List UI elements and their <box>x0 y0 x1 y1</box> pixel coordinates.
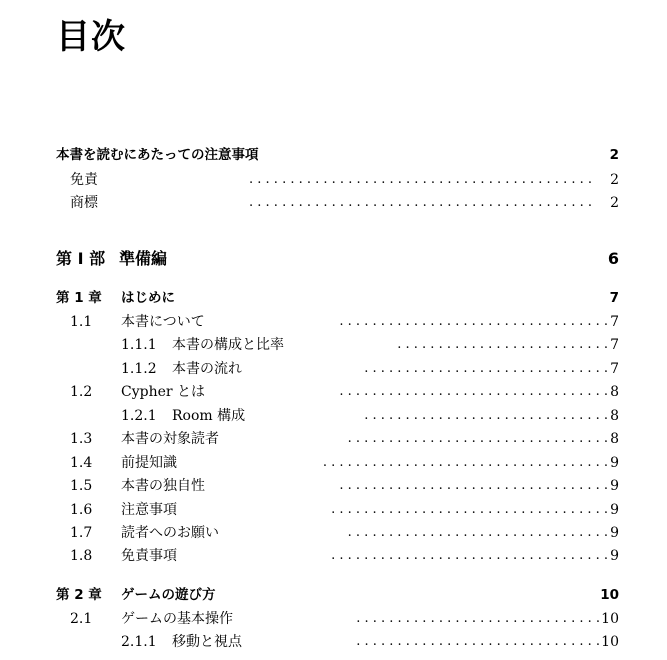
toc-entry-page: 2 <box>609 147 619 163</box>
dot-leader: . . . . . . . . . . . . . . . . . . . . . . . . . . . . . . . . <box>347 525 608 540</box>
toc-entry-page: 7 <box>610 337 619 353</box>
toc-entry-page: 10 <box>600 587 619 603</box>
toc-entry-page: 2 <box>610 172 619 188</box>
section-number: 1.3 <box>70 431 93 447</box>
dot-leader: . . . . . . . . . . . . . . . . . . . . . . . . . . . . . . . . . . . . . . . . . . <box>249 172 592 187</box>
toc-entry-section[interactable] <box>0 522 667 544</box>
dot-leader: . . . . . . . . . . . . . . . . . . . . . . . . . . . . . . . . <box>347 431 608 446</box>
toc-entry-page: 2 <box>610 195 619 211</box>
toc-entry-section[interactable] <box>0 428 667 450</box>
section-label: 注意事項 <box>121 502 177 518</box>
toc-entry-chapter[interactable] <box>0 287 667 309</box>
toc-entry-section[interactable] <box>0 381 667 403</box>
toc-entry-page: 7 <box>610 314 619 330</box>
section-number: 1.2.1 <box>121 408 157 424</box>
dot-leader: . . . . . . . . . . . . . . . . . . . . . . . . . . <box>397 337 608 352</box>
toc-entry-subsection[interactable] <box>0 405 667 427</box>
section-number: 1.6 <box>70 502 93 518</box>
chapter-number: 第 1 章 <box>56 290 102 306</box>
dot-leader: . . . . . . . . . . . . . . . . . . . . . . . . . . . . . . . . . <box>339 314 608 329</box>
toc-entry-page: 10 <box>601 634 619 650</box>
toc-entry-page: 7 <box>609 290 619 306</box>
section-label: 免責事項 <box>121 548 177 564</box>
toc-entry-front-item[interactable] <box>0 192 667 214</box>
toc-entry-page: 9 <box>610 548 619 564</box>
section-number: 1.5 <box>70 478 93 494</box>
toc-entry-page: 9 <box>610 502 619 518</box>
section-label: 前提知識 <box>121 455 177 471</box>
toc-entry-section[interactable] <box>0 499 667 521</box>
section-number: 1.1 <box>70 314 93 330</box>
dot-leader: . . . . . . . . . . . . . . . . . . . . . . . . . . . . . . <box>364 361 608 376</box>
chapter-title: はじめに <box>121 290 175 306</box>
dot-leader: . . . . . . . . . . . . . . . . . . . . . . . . . . . . . . <box>356 634 600 649</box>
toc-entry-chapter[interactable] <box>0 584 667 606</box>
section-label: 本書について <box>121 314 205 330</box>
dot-leader: . . . . . . . . . . . . . . . . . . . . . . . . . . . . . . <box>364 408 608 423</box>
part-title: 準備編 <box>119 249 168 268</box>
dot-leader: . . . . . . . . . . . . . . . . . . . . . . . . . . . . . . <box>356 611 600 626</box>
toc-entry-section[interactable] <box>0 545 667 567</box>
toc-entry-front-item[interactable] <box>0 169 667 191</box>
dot-leader: . . . . . . . . . . . . . . . . . . . . . . . . . . . . . . . . . . <box>331 548 608 563</box>
toc-entry-section[interactable] <box>0 311 667 333</box>
section-number: 2.1 <box>70 611 93 627</box>
toc-entry-section[interactable] <box>0 452 667 474</box>
toc-entry-page: 7 <box>610 361 619 377</box>
toc-entry-page: 9 <box>610 478 619 494</box>
section-number: 1.7 <box>70 525 93 541</box>
section-label: Cypher とは <box>121 384 206 400</box>
toc-entry-subsection[interactable] <box>0 334 667 356</box>
chapter-number: 第 2 章 <box>56 587 102 603</box>
section-label: Room 構成 <box>172 408 246 424</box>
toc-entry-page: 10 <box>601 611 619 627</box>
chapter-title: ゲームの遊び方 <box>121 587 216 603</box>
section-number: 1.2 <box>70 384 93 400</box>
toc-entry-page: 8 <box>610 431 619 447</box>
dot-leader: . . . . . . . . . . . . . . . . . . . . . . . . . . . . . . . . . . . <box>322 455 608 470</box>
toc-entry-page: 6 <box>607 249 619 268</box>
toc-entry-page: 8 <box>610 408 619 424</box>
toc-entry-section[interactable] <box>0 475 667 497</box>
section-label: 本書の対象読者 <box>121 431 219 447</box>
section-label: 本書の流れ <box>172 361 242 377</box>
toc-entry-part[interactable] <box>0 247 667 271</box>
toc-entry-subsection[interactable] <box>0 631 667 653</box>
page-title: 目次 <box>56 17 126 57</box>
section-number: 1.4 <box>70 455 93 471</box>
toc-entry-page: 9 <box>610 455 619 471</box>
section-number: 1.1.1 <box>121 337 157 353</box>
toc-entry-front-heading[interactable] <box>0 144 667 166</box>
toc-entry-label: 免責 <box>70 172 98 188</box>
dot-leader: . . . . . . . . . . . . . . . . . . . . . . . . . . . . . . . . . <box>339 384 608 399</box>
toc-entry-label: 本書を読むにあたっての注意事項 <box>56 147 259 163</box>
dot-leader: . . . . . . . . . . . . . . . . . . . . . . . . . . . . . . . . . . <box>331 502 608 517</box>
dot-leader: . . . . . . . . . . . . . . . . . . . . . . . . . . . . . . . . . <box>339 478 608 493</box>
section-number: 1.8 <box>70 548 93 564</box>
section-label: ゲームの基本操作 <box>121 611 233 627</box>
section-number: 1.1.2 <box>121 361 157 377</box>
toc-entry-page: 9 <box>610 525 619 541</box>
section-label: 読者へのお願い <box>121 525 219 541</box>
toc-entry-label: 商標 <box>70 195 98 211</box>
section-label: 本書の構成と比率 <box>172 337 284 353</box>
section-label: 移動と視点 <box>172 634 242 650</box>
toc-entry-section[interactable] <box>0 608 667 630</box>
section-number: 2.1.1 <box>121 634 157 650</box>
toc-entry-page: 8 <box>610 384 619 400</box>
section-label: 本書の独自性 <box>121 478 205 494</box>
part-number: 第 I 部 <box>56 249 106 268</box>
dot-leader: . . . . . . . . . . . . . . . . . . . . . . . . . . . . . . . . . . . . . . . . . . <box>249 195 592 210</box>
toc-entry-subsection[interactable] <box>0 358 667 380</box>
